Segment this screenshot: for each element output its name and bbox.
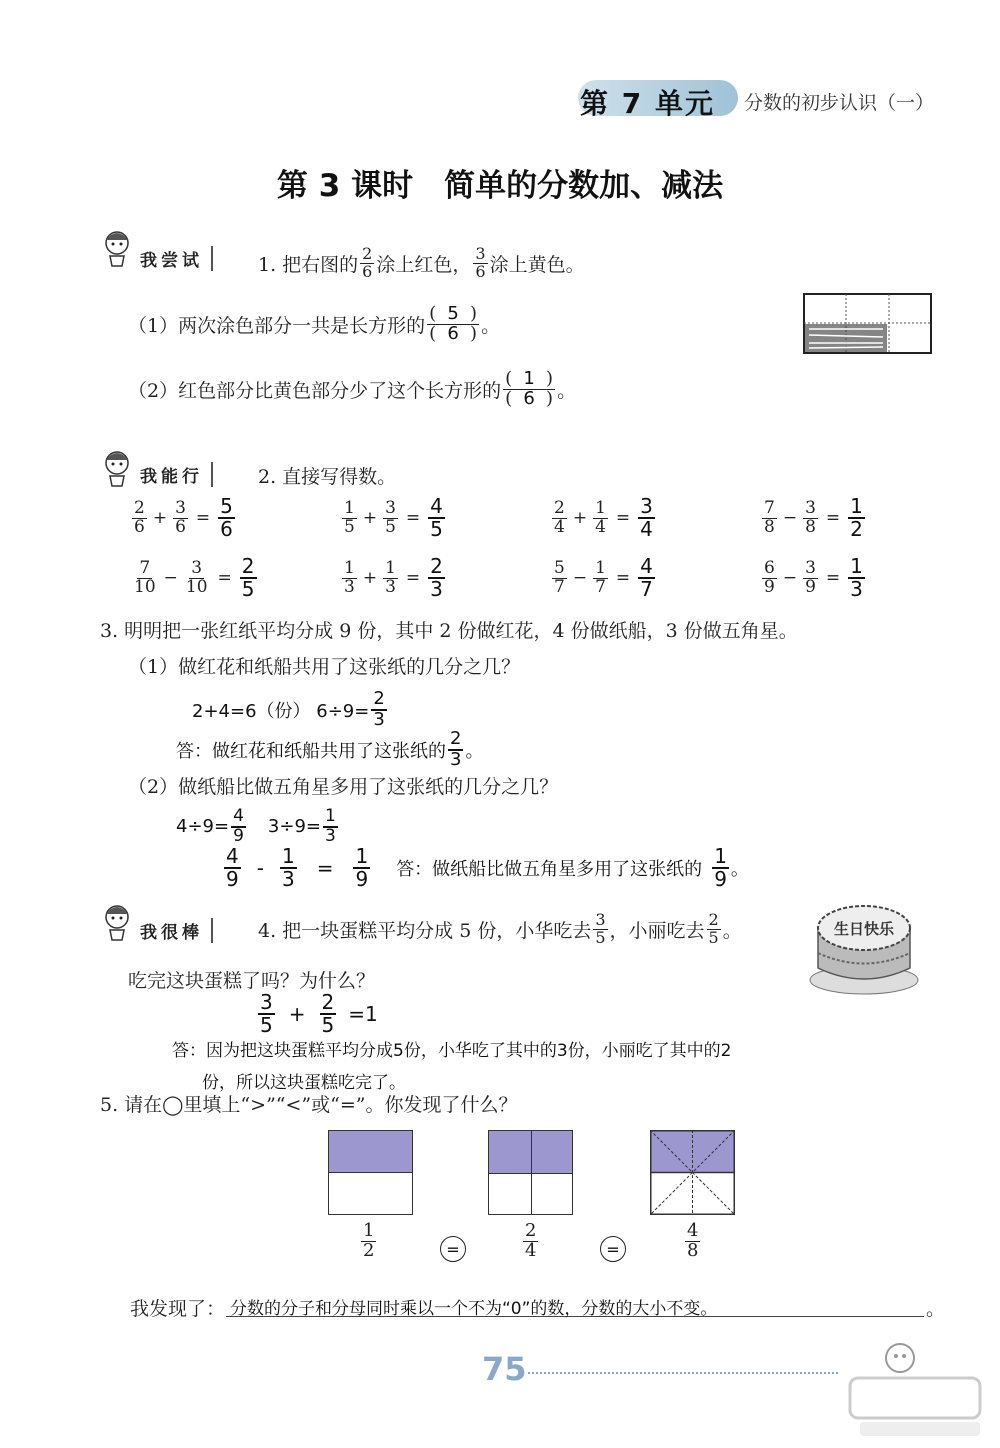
q5-text: 5. 请在◯里填上“>”“<”或“=”。你发现了什么？	[100, 1094, 518, 1116]
frac-numerator: 5	[554, 557, 565, 578]
frac-denominator: 5	[385, 516, 396, 537]
q5-frac-3	[683, 1222, 702, 1261]
answer-text: 答：做纸船比做五角星多用了这张纸的	[396, 859, 703, 880]
frac-numerator: 1	[595, 557, 606, 578]
frac-denominator: 6	[362, 261, 373, 281]
equals-sign: =	[615, 508, 631, 528]
calc-text-a: 4÷9=	[176, 816, 230, 838]
frac-numerator: 1	[281, 844, 295, 868]
calc-frac-a	[231, 808, 246, 846]
period: 。	[730, 859, 749, 880]
equals-sign: =	[825, 508, 841, 528]
frac-denominator: 2	[363, 1239, 375, 1261]
calc-text: 2+4=6（份） 6÷9=	[192, 700, 370, 722]
operand-a	[132, 497, 147, 537]
answer	[428, 496, 445, 540]
frac-denominator: 3	[373, 708, 385, 730]
frac-numerator: 3	[805, 497, 816, 518]
frac-numerator: 1	[344, 497, 355, 518]
frac-denominator: 5	[595, 927, 606, 947]
frac-denominator: 5	[241, 577, 255, 601]
square-quarters	[488, 1130, 573, 1215]
period: 。	[557, 379, 577, 402]
calc-frac-2	[320, 992, 337, 1036]
operator: +	[572, 508, 588, 528]
q2-expression	[550, 556, 657, 600]
frac-denominator: 10	[185, 576, 208, 597]
frac-denominator: 5	[260, 1013, 273, 1037]
rectangle-diagram	[803, 293, 933, 355]
operand-b	[173, 497, 188, 537]
q3-part1: （1）做红花和纸船共用了这张纸的几分之几？	[128, 656, 521, 678]
answer-denominator: 6	[523, 387, 535, 409]
equals-sign: =	[405, 508, 421, 528]
equals-sign: =	[615, 568, 631, 588]
mascot-icon	[100, 448, 134, 488]
frac-denominator: 9	[764, 576, 775, 597]
q5-frac-1	[359, 1222, 378, 1261]
frac-denominator: 3	[344, 576, 355, 597]
eq-frac-2	[280, 846, 297, 890]
calc-text-b: 3÷9=	[267, 816, 321, 838]
frac-numerator: 3	[385, 497, 396, 518]
answer-numerator: 5	[447, 303, 459, 324]
frac-numerator: 2	[554, 497, 565, 518]
section-tag-try: 我尝试	[140, 246, 213, 271]
frac-numerator: 4	[640, 554, 653, 578]
frac-denominator: 8	[805, 516, 816, 537]
frac-denominator: 6	[175, 516, 186, 537]
operand-b	[593, 497, 608, 537]
calc-frac-b	[323, 808, 338, 846]
operand-b	[184, 557, 210, 597]
q1-part1-text: （1）两次涂色部分一共是长方形的	[128, 314, 426, 337]
frac-numerator: 2	[430, 554, 443, 578]
frac-denominator: 3	[324, 825, 336, 846]
calc-frac-1	[258, 992, 275, 1036]
frac-numerator: 2	[525, 1220, 537, 1241]
q1-mid: 涂上红色，	[376, 253, 472, 276]
page-number: 75	[482, 1350, 527, 1388]
frac-denominator: 3	[450, 748, 462, 770]
unit-title: 第 7 单元	[580, 87, 715, 120]
operand-a	[762, 497, 777, 537]
frac-denominator: 3	[281, 867, 295, 891]
answer	[240, 556, 257, 600]
frac-denominator: 9	[226, 867, 239, 891]
q2-expression	[760, 556, 867, 600]
paren-close: )	[470, 303, 478, 324]
frac-denominator: 4	[525, 1239, 537, 1261]
frac-denominator: 5	[430, 517, 443, 541]
calc-result: =1	[348, 1002, 378, 1026]
frac-numerator: 1	[344, 557, 355, 578]
frac-numerator: 3	[640, 494, 653, 518]
q4-prompt	[258, 912, 742, 947]
frac-numerator: 1	[355, 844, 369, 868]
cake-text: 生日快乐	[833, 920, 895, 938]
q4-calc	[256, 992, 378, 1036]
eq-frac-3	[353, 846, 370, 890]
q2-expression	[550, 496, 657, 540]
frac-denominator: 6	[134, 516, 145, 537]
q4-text-b: ，小丽吃去	[609, 919, 705, 942]
q1-frac-yellow	[473, 246, 487, 281]
q1-part2-text: （2）红色部分比黄色部分少了这个长方形的	[128, 379, 502, 402]
q5-found-label: 我发现了：	[130, 1298, 226, 1320]
frac-numerator: 2	[708, 910, 719, 929]
answer-numerator: 1	[523, 368, 535, 389]
frac-denominator: 6	[475, 261, 486, 281]
frac	[523, 1222, 538, 1261]
operator: +	[152, 508, 168, 528]
q3-part2-equation	[222, 846, 749, 890]
frac-denominator: 4	[595, 516, 606, 537]
frac-numerator: 7	[139, 557, 151, 578]
q1-prompt	[258, 246, 585, 281]
answer	[848, 556, 865, 600]
q2-expression	[760, 496, 867, 540]
answer-frac	[448, 730, 463, 770]
frac-numerator: 3	[805, 557, 816, 578]
operator: −	[572, 568, 588, 588]
q3-part1-calc	[192, 690, 389, 730]
lesson-title: 第 3 课时 简单的分数加、减法	[276, 168, 724, 204]
q2-row-2	[130, 556, 910, 606]
q1-part2	[128, 370, 576, 409]
square-halves	[328, 1130, 413, 1215]
frac-numerator: 1	[595, 497, 606, 518]
frac-denominator: 3	[430, 577, 443, 601]
frac-numerator: 5	[220, 494, 233, 518]
frac-numerator: 3	[175, 497, 186, 518]
paren-open: (	[505, 368, 513, 389]
frac-numerator: 2	[321, 990, 335, 1014]
paren-open: (	[429, 303, 437, 324]
q4-question: 吃完这块蛋糕了吗？为什么？	[128, 970, 376, 992]
section-tag-great: 我很棒	[140, 918, 213, 943]
unit-subtitle: 分数的初步认识（一）	[744, 92, 935, 114]
square-eighths	[650, 1130, 735, 1215]
frac-numerator: 1	[850, 494, 863, 518]
operand-b	[803, 497, 818, 537]
q2-expression	[130, 496, 237, 540]
operator: +	[362, 568, 378, 588]
frac	[361, 1222, 376, 1261]
q1-frac-red	[360, 246, 374, 281]
q4-text-c: 。	[722, 919, 742, 942]
frac-denominator: 4	[640, 517, 653, 541]
frac-denominator: 3	[850, 577, 863, 601]
operator: +	[362, 508, 378, 528]
frac-numerator: 7	[764, 497, 775, 518]
operator: −	[163, 568, 178, 588]
frac-numerator: 3	[475, 244, 486, 263]
frac-denominator: 7	[595, 576, 606, 597]
equals-sign: =	[405, 568, 421, 588]
q1-prefix: 1. 把右图的	[258, 253, 359, 276]
frac-numerator: 1	[385, 557, 396, 578]
compare-circle-2[interactable]: =	[600, 1236, 626, 1262]
operand-b	[383, 497, 398, 537]
period: 。	[926, 1298, 946, 1320]
frac-denominator: 9	[233, 825, 244, 846]
frac-numerator: 1	[363, 1220, 375, 1241]
q1-part1	[128, 305, 500, 344]
frac-denominator: 5	[708, 927, 719, 947]
equals-sign: =	[217, 568, 232, 588]
frac-denominator: 5	[344, 516, 355, 537]
frac-denominator: 10	[134, 576, 156, 597]
q1-part2-answer	[503, 370, 555, 409]
paren-close: )	[470, 322, 478, 344]
frac-numerator: 4	[430, 494, 443, 518]
frac-denominator: 6	[220, 517, 233, 541]
q2-expression	[340, 556, 447, 600]
frac-numerator: 1	[324, 806, 336, 826]
q4-frac-a	[593, 912, 607, 947]
birthday-cake-image	[808, 898, 920, 998]
operand-a	[342, 497, 357, 537]
page-divider	[528, 1372, 838, 1374]
answer	[428, 556, 445, 600]
answer-frac	[712, 846, 729, 890]
frac-denominator: 7	[554, 576, 565, 597]
answer-text: 答：做红花和纸船共用了这张纸的	[176, 740, 446, 762]
q1-suffix: 涂上黄色。	[489, 253, 585, 276]
frac-numerator: 3	[260, 990, 273, 1014]
q5-found-answer[interactable]: 分数的分子和分母同时乘以一个不为“0”的数，分数的大小不变。	[230, 1299, 718, 1319]
q2-title: 2. 直接写得数。	[258, 466, 397, 488]
mascot-icon	[100, 902, 134, 942]
operand-b	[593, 557, 608, 597]
period: 。	[481, 314, 501, 337]
q5-frac-2	[521, 1222, 540, 1261]
plus-sign: +	[288, 1002, 306, 1026]
q2-expression	[340, 496, 447, 540]
frac	[685, 1222, 700, 1261]
answer	[638, 496, 655, 540]
operator: −	[782, 568, 798, 588]
frac-denominator: 5	[321, 1013, 335, 1037]
q3-part2-calc	[176, 808, 340, 846]
frac-numerator: 4	[226, 844, 239, 868]
q1-part1-answer	[427, 305, 479, 344]
period: 。	[465, 740, 484, 762]
operand-a	[552, 557, 567, 597]
operator: −	[782, 508, 798, 528]
frac-denominator: 8	[687, 1239, 699, 1261]
frac-denominator: 9	[805, 576, 816, 597]
frac-numerator: 3	[595, 910, 606, 929]
calc-frac	[371, 690, 386, 730]
operand-b	[803, 557, 818, 597]
q4-answer-line1: 答：因为把这块蛋糕平均分成5份，小华吃了其中的3份，小丽吃了其中的2	[172, 1041, 732, 1061]
frac-numerator: 1	[714, 844, 727, 868]
operand-a	[132, 557, 158, 597]
frac-denominator: 9	[355, 867, 369, 891]
q3-text: 3. 明明把一张红纸平均分成 9 份，其中 2 份做红花，4 份做纸船，3 份做五角星。	[100, 620, 798, 642]
watermark-logo-icon	[820, 1330, 1000, 1440]
q2-row-1	[130, 496, 910, 546]
paren-open: (	[505, 387, 513, 409]
frac-denominator: 9	[714, 867, 727, 891]
equals-sign: =	[316, 856, 334, 880]
frac-numerator: 2	[241, 554, 255, 578]
q2-expression	[130, 556, 259, 600]
section-tag-can: 我能行	[140, 462, 213, 487]
frac-denominator: 4	[554, 516, 565, 537]
frac-numerator: 2	[362, 244, 373, 263]
q4-frac-b	[707, 912, 721, 947]
operand-a	[552, 497, 567, 537]
operand-b	[383, 557, 398, 597]
paren-close: )	[546, 387, 554, 409]
equals-sign: =	[195, 508, 211, 528]
frac-numerator: 2	[450, 728, 462, 749]
minus-sign: -	[256, 856, 264, 880]
q3-part1-answer	[176, 730, 483, 770]
frac-denominator: 7	[640, 577, 653, 601]
frac-denominator: 3	[385, 576, 396, 597]
operand-a	[342, 557, 357, 597]
frac-numerator: 6	[764, 557, 775, 578]
paren-close: )	[546, 368, 554, 389]
q4-answer-line2: 份，所以这块蛋糕吃完了。	[202, 1073, 406, 1093]
frac-denominator: 8	[764, 516, 775, 537]
answer	[848, 496, 865, 540]
answer	[638, 556, 655, 600]
q4-text-a: 4. 把一块蛋糕平均分成 5 份，小华吃去	[258, 919, 592, 942]
frac-numerator: 2	[373, 688, 385, 709]
answer-denominator: 6	[447, 322, 459, 344]
paren-open: (	[429, 322, 437, 344]
frac-numerator: 3	[191, 557, 203, 578]
frac-numerator: 4	[233, 806, 244, 826]
mascot-icon	[100, 228, 134, 268]
operand-a	[762, 557, 777, 597]
eq-frac-1	[224, 846, 241, 890]
q3-part2: （2）做纸船比做五角星多用了这张纸的几分之几？	[128, 776, 559, 798]
frac-denominator: 2	[850, 517, 863, 541]
frac-numerator: 1	[850, 554, 863, 578]
equals-sign: =	[825, 568, 841, 588]
frac-numerator: 4	[687, 1220, 699, 1241]
frac-numerator: 2	[134, 497, 145, 518]
answer	[218, 496, 235, 540]
compare-circle-1[interactable]: =	[440, 1236, 466, 1262]
